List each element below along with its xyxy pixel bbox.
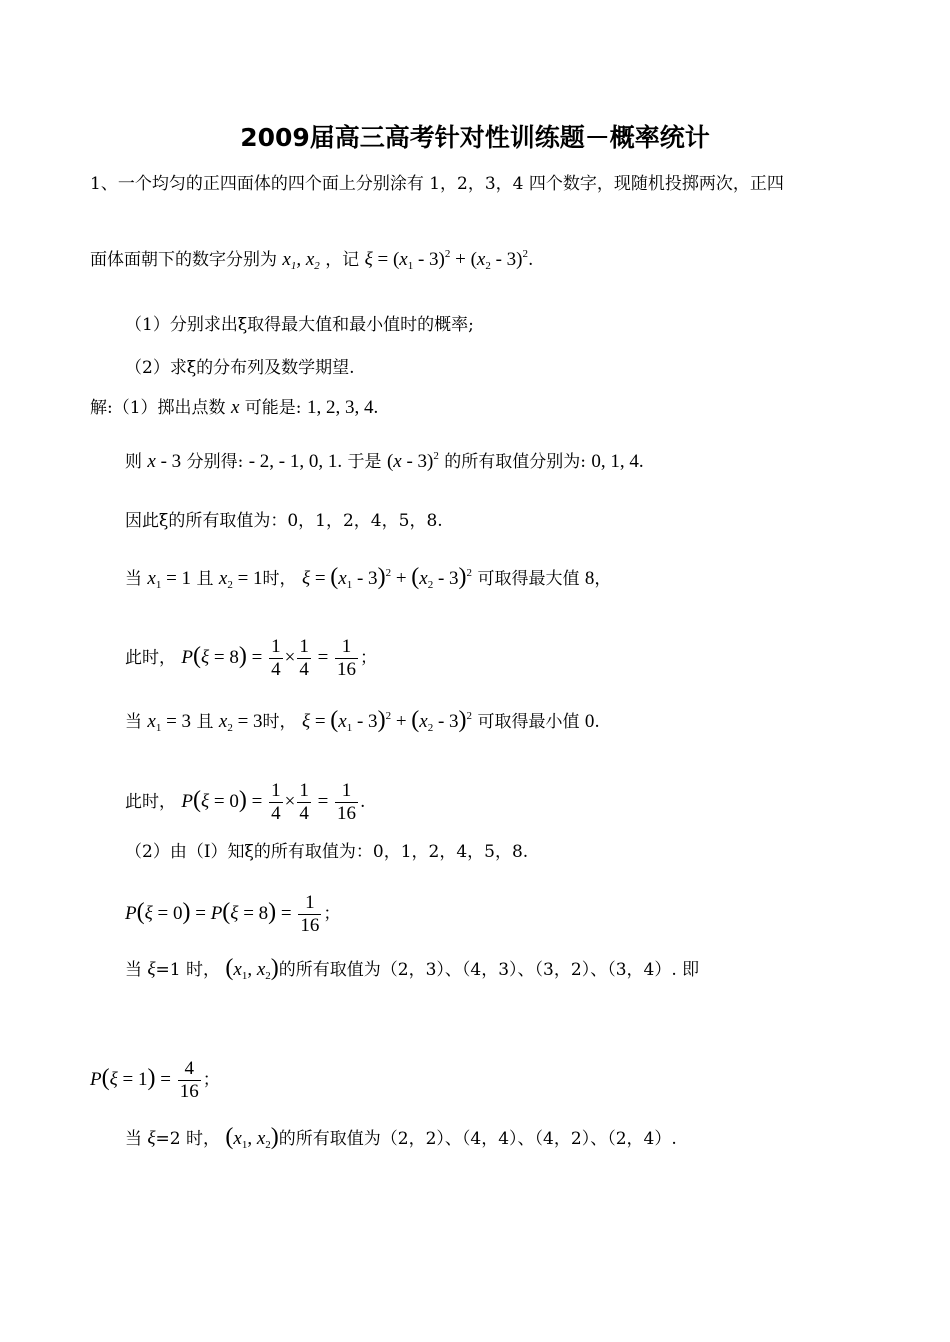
math-xi-expression: $\xi = (x_1 - 3)^2 + (x_2 - 3)^2$ <box>301 564 473 591</box>
math-xi: ξ <box>147 1128 156 1149</box>
text: 且 <box>196 569 214 589</box>
math-pair: ($x_1$, $x_2$) <box>225 1124 279 1151</box>
text: 当 <box>125 712 142 732</box>
solution-line-6 <box>125 704 600 740</box>
math-x2-eq-1: $x_2 = 1$ <box>218 568 263 591</box>
text: . <box>528 250 534 270</box>
math-pair: ($x_1$, $x_2$) <box>225 955 279 982</box>
question-1-part-1: （1）分别求出ξ取得最大值和最小值时的概率; <box>125 315 474 335</box>
math-xi: ξ <box>147 959 156 980</box>
math-xi-expression: $\xi = (x_1 - 3)^2 + (x_2 - 3)^2$ <box>301 707 473 734</box>
text: 当 <box>125 1129 142 1149</box>
text: ； <box>323 903 341 924</box>
math-x1-eq-1: $x_1 = 1$ <box>147 568 192 591</box>
text: ； <box>202 1069 220 1090</box>
math-probability-0-8: P(ξ = 0) = P(ξ = 8) = $\frac{1}{16}$ <box>125 892 320 936</box>
math-x1-eq-3: $x_1 = 3$ <box>147 711 192 734</box>
math-values: 0, 1, 4. <box>591 451 644 472</box>
text: =2 时， <box>155 1129 221 1149</box>
text: 时， <box>262 712 297 732</box>
text: 当 <box>125 960 142 980</box>
text: 的所有取值为（2，3）、（4，3）、（3，2）、（3，4）. 即 <box>278 960 700 980</box>
solution-line-2 <box>125 444 644 474</box>
text: 可取得最大值 <box>477 569 580 589</box>
page-title: 2009届高三高考针对性训练题－概率统计 <box>240 123 710 152</box>
text: 则 <box>125 452 142 472</box>
text: 的所有取值为（2，2）、（4，4）、（4，2）、（2，4）. <box>278 1129 677 1149</box>
text: . <box>360 791 366 812</box>
question-1-part-2: （2）求ξ的分布列及数学期望. <box>125 358 355 378</box>
math-values: - 2, - 1, 0, 1. <box>248 451 343 472</box>
math-value: 0 <box>584 711 595 732</box>
solution-line-7 <box>125 780 365 825</box>
question-1-line-1: 1、一个均匀的正四面体的四个面上分别涂有 1，2，3，4 四个数字，现随机投掷两次，正四 <box>90 174 784 194</box>
math-value: 8 <box>584 568 595 589</box>
math-probability-min: P(ξ = 0) = $\frac{1}{4}$ × $\frac{1}{4}$ = $\frac{1}{16}$ <box>181 780 357 824</box>
text: ， <box>594 569 612 589</box>
math-x1-x2: $x_1$, $x_2$ <box>282 249 320 272</box>
text: ，记 <box>325 250 360 270</box>
question-1-line-2 <box>90 242 533 278</box>
text: 面体面朝下的数字分别为 <box>90 250 277 270</box>
solution-line-9 <box>125 892 340 937</box>
solution-line-11 <box>90 1058 220 1103</box>
text: 可取得最小值 <box>477 712 580 732</box>
solution-line-3: 因此ξ的所有取值为：0，1，2，4，5，8. <box>125 511 443 531</box>
math-xi-definition: $\xi = (x_1 - 3)^2 + (x_2 - 3)^2$ <box>364 248 529 272</box>
text: =1 时， <box>155 960 221 980</box>
text: 时， <box>262 569 297 589</box>
text: . <box>594 712 600 732</box>
math-square: (x - 3)$^2$ <box>386 450 439 472</box>
solution-line-1 <box>90 396 378 420</box>
math-values: 1, 2, 3, 4. <box>306 397 379 418</box>
text: 分别得: <box>186 452 244 472</box>
text: 且 <box>196 712 214 732</box>
text: 于是 <box>347 452 382 472</box>
solution-line-10 <box>125 956 699 988</box>
solution-line-12 <box>125 1125 677 1157</box>
text: 此时， <box>125 791 176 812</box>
solution-line-5 <box>125 636 377 681</box>
text: ； <box>360 647 378 668</box>
math-probability-max: P(ξ = 8) = $\frac{1}{4}$ × $\frac{1}{4}$ = $\frac{1}{16}$ <box>181 636 357 680</box>
solution-line-8: （2）由（Ⅰ）知ξ的所有取值为：0，1，2，4，5，8. <box>125 842 529 862</box>
math-probability-1: P(ξ = 1) = $\frac{4}{16}$ <box>90 1058 199 1102</box>
math-x2-eq-3: $x_2 = 3$ <box>218 711 263 734</box>
text: 可能是: <box>244 398 302 418</box>
math-x: x <box>230 397 240 418</box>
text: 此时， <box>125 647 176 668</box>
text: 的所有取值分别为: <box>444 452 586 472</box>
text: 解:（1）掷出点数 <box>90 398 226 418</box>
text: 当 <box>125 569 142 589</box>
math-x-minus-3: x - 3 <box>147 451 182 472</box>
solution-line-4 <box>125 561 611 597</box>
